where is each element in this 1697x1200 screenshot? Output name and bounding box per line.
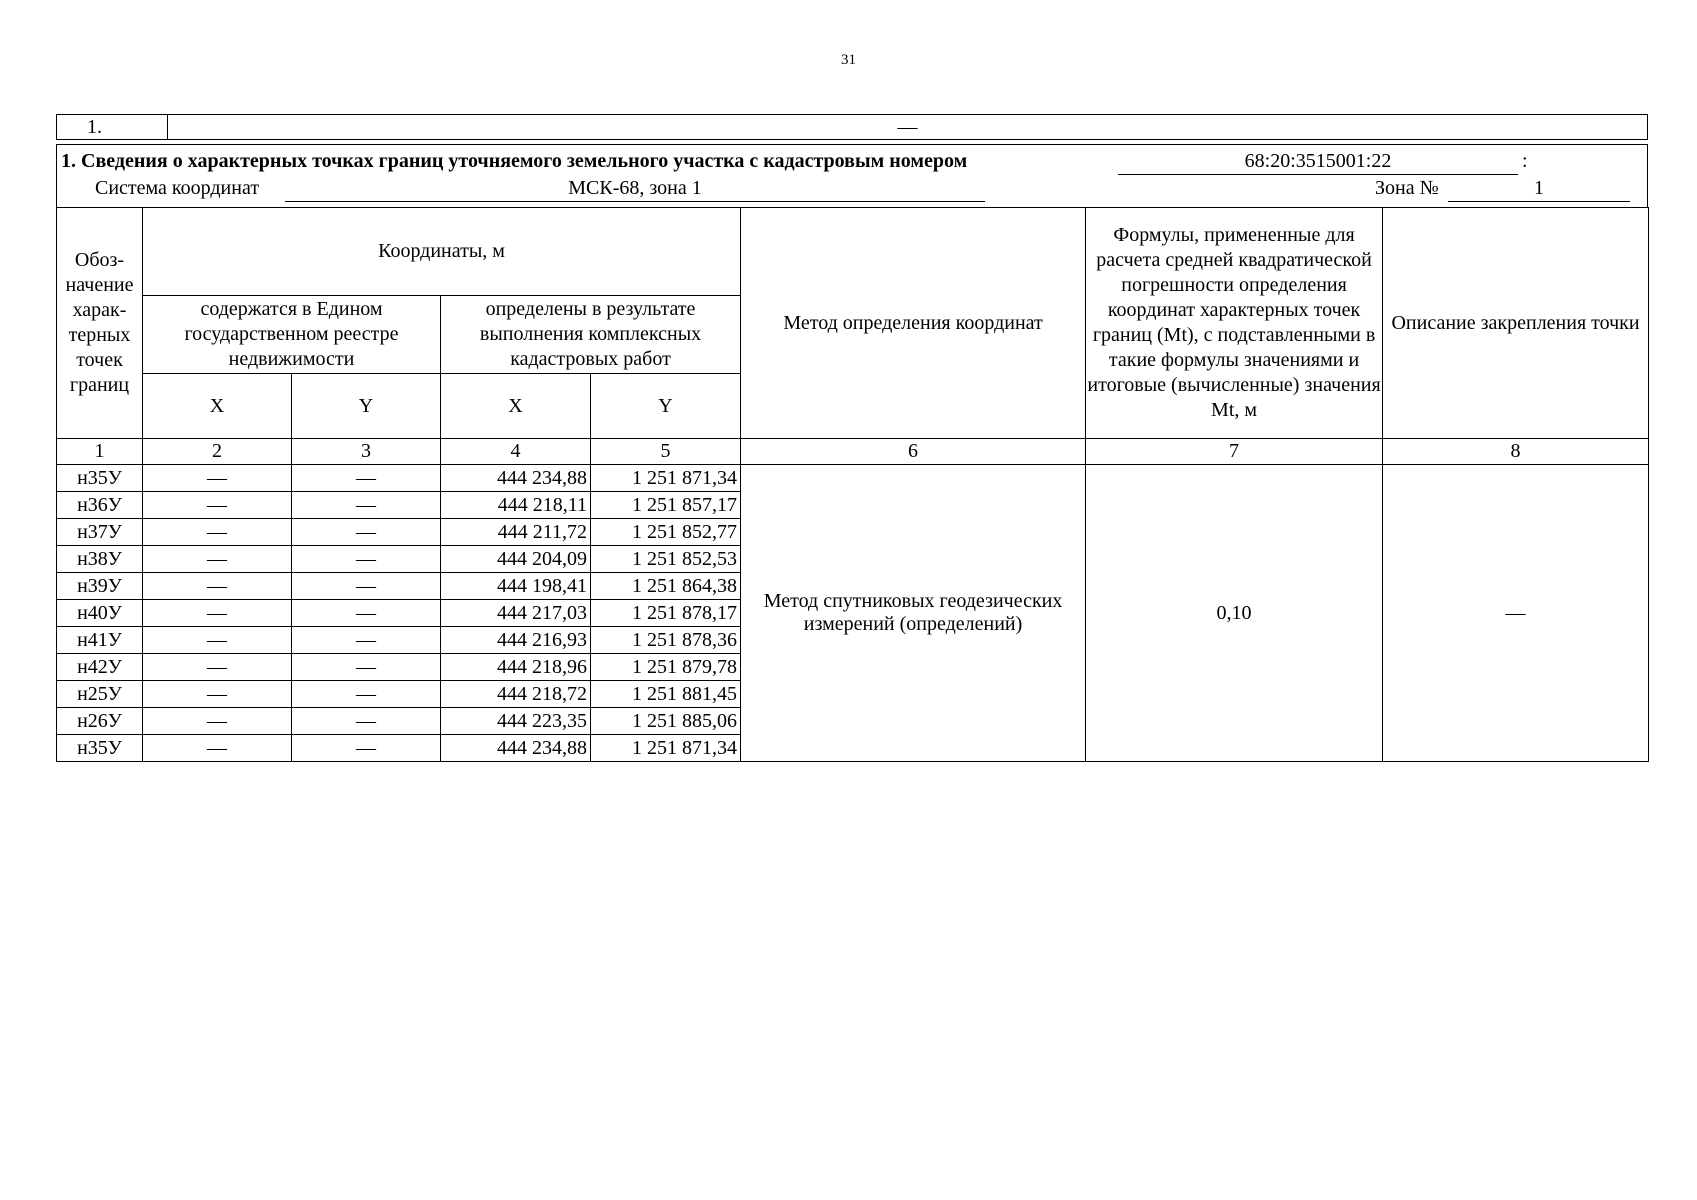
coord-x: 444 223,35 [441, 708, 591, 735]
coord-y: 1 251 864,38 [591, 573, 741, 600]
point-id: н26У [57, 708, 143, 735]
point-id: н41У [57, 627, 143, 654]
mt-value: 0,10 [1086, 465, 1383, 762]
strip-value: — [168, 115, 1648, 140]
col-number: 3 [292, 439, 441, 465]
section-title: 1. Сведения о характерных точках границ уточняемого земельного участка с кадастровым номером [61, 150, 968, 172]
registry-x: — [143, 627, 292, 654]
registry-x: — [143, 573, 292, 600]
description-value: — [1383, 465, 1649, 762]
coord-system-label: Система координат [95, 177, 260, 199]
coord-x: 444 218,96 [441, 654, 591, 681]
point-id: н42У [57, 654, 143, 681]
col-number: 6 [741, 439, 1086, 465]
col-number: 1 [57, 439, 143, 465]
zone-value: 1 [1448, 177, 1630, 202]
registry-y: — [292, 573, 441, 600]
registry-y: — [292, 546, 441, 573]
header-formulas: Формулы, примененные для расчета средней квадратической погрешности определения координат характерных точек границ (Mt), с подставленными в такие формулы значениями и итоговые (вычисленные) значения Mt, м [1086, 208, 1383, 439]
registry-y: — [292, 735, 441, 762]
page-number: 31 [841, 52, 856, 68]
coord-x: 444 198,41 [441, 573, 591, 600]
registry-x: — [143, 600, 292, 627]
registry-x: — [143, 681, 292, 708]
strip-number: 1. [57, 115, 168, 140]
coord-y: 1 251 871,34 [591, 735, 741, 762]
header-determined-x: X [441, 374, 591, 439]
header-description: Описание закрепления точки [1383, 208, 1649, 439]
coord-y: 1 251 879,78 [591, 654, 741, 681]
registry-x: — [143, 708, 292, 735]
coord-x: 444 218,72 [441, 681, 591, 708]
point-id: н38У [57, 546, 143, 573]
top-strip [56, 114, 1648, 140]
point-id: н36У [57, 492, 143, 519]
point-id: н37У [57, 519, 143, 546]
registry-y: — [292, 681, 441, 708]
header-determined-y: Y [591, 374, 741, 439]
point-id: н40У [57, 600, 143, 627]
col-number: 5 [591, 439, 741, 465]
registry-y: — [292, 708, 441, 735]
coord-x: 444 217,03 [441, 600, 591, 627]
coord-y: 1 251 878,17 [591, 600, 741, 627]
table-row [57, 465, 1649, 492]
col-number: 2 [143, 439, 292, 465]
document [56, 114, 1648, 762]
colon: : [1522, 150, 1528, 172]
col-number: 8 [1383, 439, 1649, 465]
header-determined: определены в результате выполнения комплексных кадастровых работ [441, 296, 741, 374]
header-registry: содержатся в Едином государственном реестре недвижимости [143, 296, 441, 374]
coord-y: 1 251 885,06 [591, 708, 741, 735]
coord-x: 444 204,09 [441, 546, 591, 573]
header-registry-y: Y [292, 374, 441, 439]
registry-x: — [143, 546, 292, 573]
cadastral-number: 68:20:3515001:22 [1118, 150, 1518, 175]
coord-x: 444 234,88 [441, 735, 591, 762]
coord-y: 1 251 857,17 [591, 492, 741, 519]
col-number: 4 [441, 439, 591, 465]
registry-x: — [143, 492, 292, 519]
points-table [56, 207, 1649, 762]
header-designation: Обоз- начение харак- терных точек границ [57, 208, 143, 439]
point-id: н35У [57, 735, 143, 762]
coord-y: 1 251 871,34 [591, 465, 741, 492]
point-id: н39У [57, 573, 143, 600]
registry-x: — [143, 735, 292, 762]
coord-y: 1 251 852,53 [591, 546, 741, 573]
registry-y: — [292, 654, 441, 681]
registry-x: — [143, 465, 292, 492]
coord-x: 444 218,11 [441, 492, 591, 519]
col-number: 7 [1086, 439, 1383, 465]
registry-y: — [292, 600, 441, 627]
registry-y: — [292, 627, 441, 654]
registry-y: — [292, 492, 441, 519]
header-coordinates: Координаты, м [143, 208, 741, 296]
method-value: Метод спутниковых геодезических измерений (определений) [741, 465, 1086, 762]
zone-label: Зона № [1375, 177, 1439, 199]
registry-x: — [143, 654, 292, 681]
coord-x: 444 211,72 [441, 519, 591, 546]
coord-y: 1 251 878,36 [591, 627, 741, 654]
registry-y: — [292, 465, 441, 492]
header-registry-x: X [143, 374, 292, 439]
section-header [56, 144, 1648, 207]
header-method: Метод определения координат [741, 208, 1086, 439]
registry-y: — [292, 519, 441, 546]
coord-y: 1 251 881,45 [591, 681, 741, 708]
point-id: н25У [57, 681, 143, 708]
coord-system-value: МСК-68, зона 1 [285, 177, 985, 202]
coord-y: 1 251 852,77 [591, 519, 741, 546]
coord-x: 444 234,88 [441, 465, 591, 492]
registry-x: — [143, 519, 292, 546]
coord-x: 444 216,93 [441, 627, 591, 654]
point-id: н35У [57, 465, 143, 492]
